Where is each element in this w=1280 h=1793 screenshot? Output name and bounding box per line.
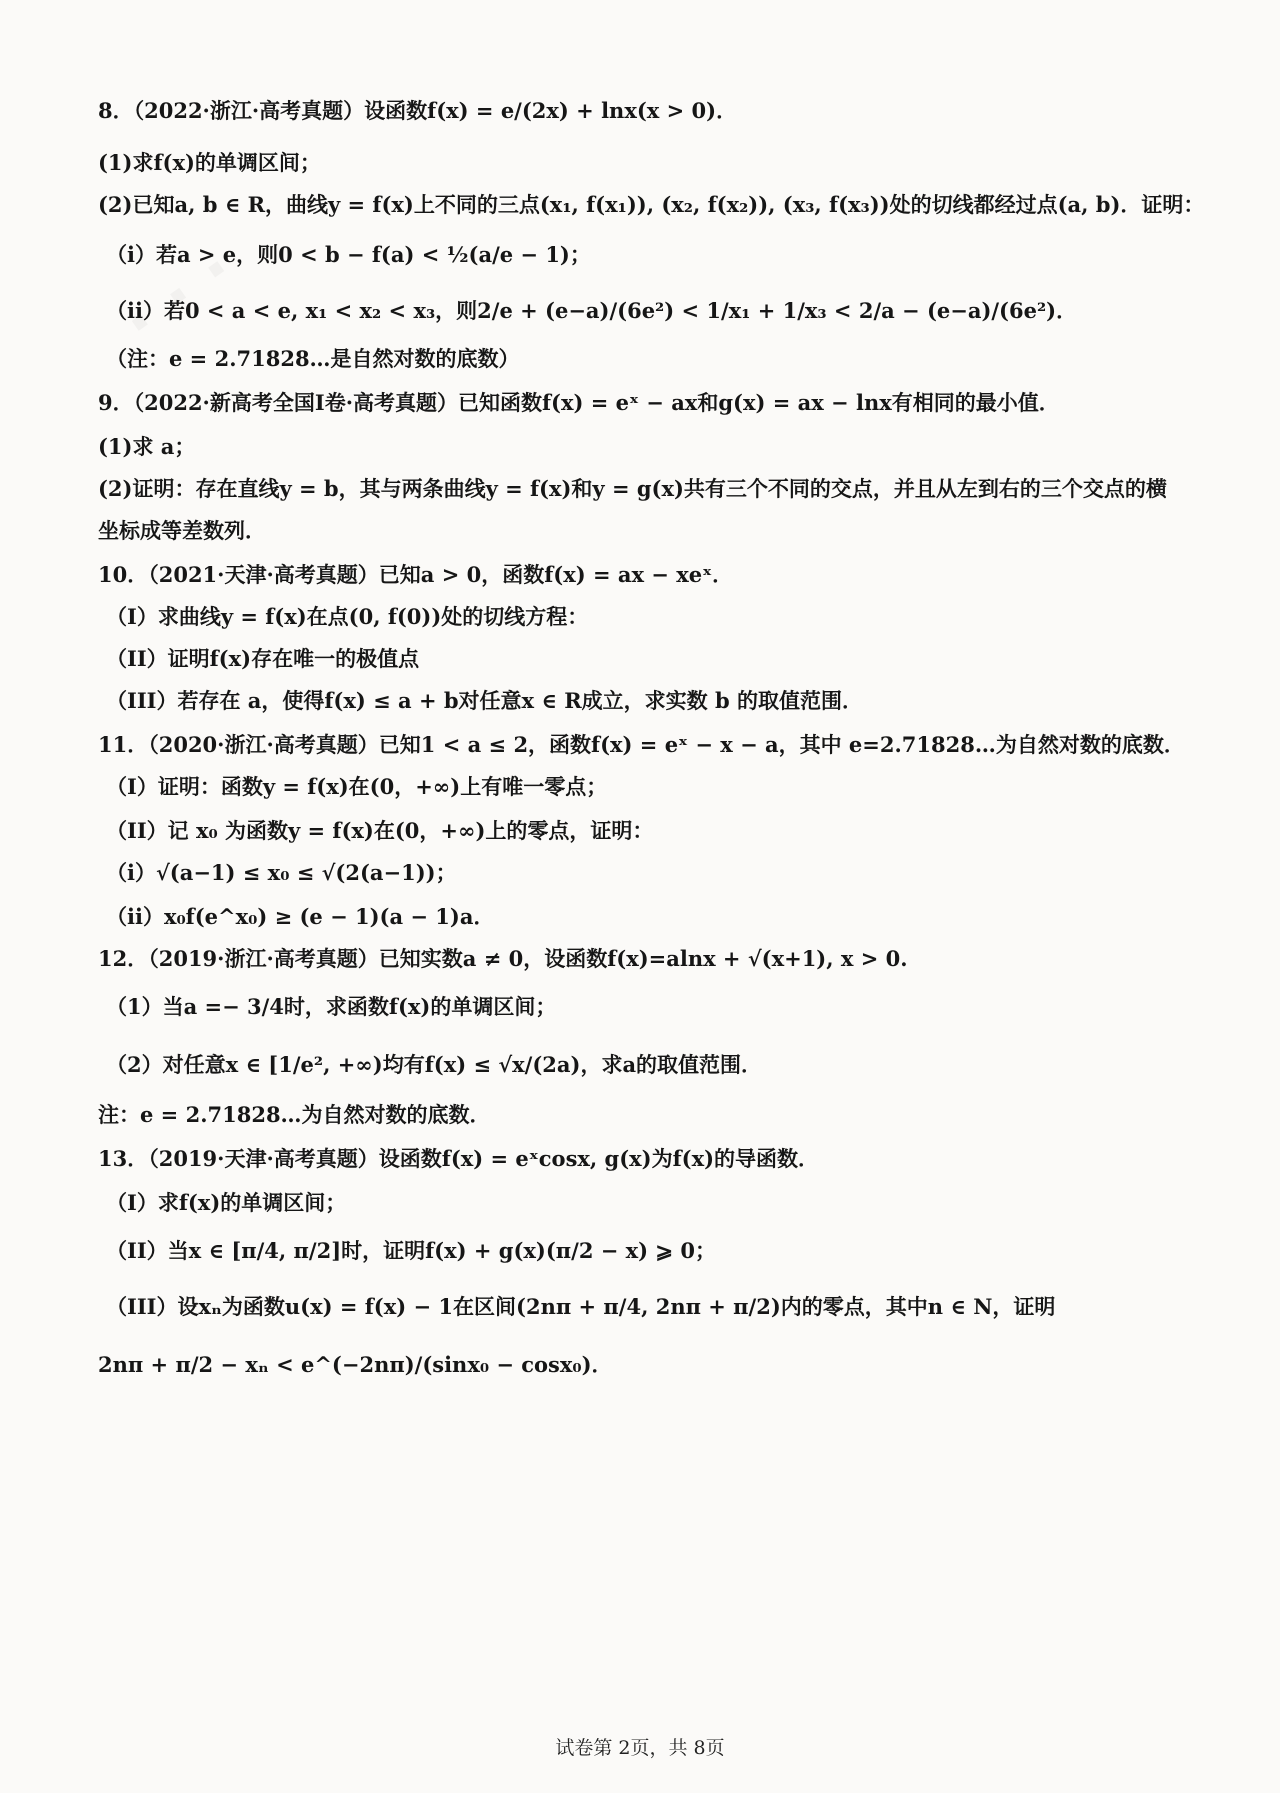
problem-12-statement: 12．（2019·浙江·高考真题）已知实数a ≠ 0，设函数f(x)=alnx + √(x+1), x > 0. <box>98 946 908 971</box>
problem-13-part-3-cont: 2nπ + π/2 − xₙ < e^(−2nπ)/(sinx₀ − cosx₀)． <box>98 1352 613 1377</box>
problem-10-statement: 10．（2021·天津·高考真题）已知a > 0，函数f(x) = ax − xeˣ． <box>98 562 734 587</box>
problem-11-part-1: （I）证明：函数y = f(x)在(0，+∞)上有唯一零点； <box>106 774 608 799</box>
problem-12-part-2: （2）对任意x ∈ [1/e², +∞)均有f(x) ≤ √x/(2a)，求a的取值范围． <box>106 1052 763 1077</box>
problem-13-statement: 13．（2019·天津·高考真题）设函数f(x) = eˣcosx, g(x)为f(x)的导函数． <box>98 1146 820 1171</box>
problem-10-part-1: （I）求曲线y = f(x)在点(0, f(0))处的切线方程： <box>106 604 589 629</box>
problem-8-part-1: (1)求f(x)的单调区间； <box>98 150 321 175</box>
problem-11-part-2-i: （i）√(a−1) ≤ x₀ ≤ √(2(a−1))； <box>106 860 457 885</box>
problem-11-part-2: （II）记 x₀ 为函数y = f(x)在(0，+∞)上的零点，证明： <box>106 818 654 843</box>
problem-8-part-2-ii: （ii）若0 < a < e, x₁ < x₂ < x₃，则2/e + (e−a)/(6e²) < 1/x₁ + 1/x₃ < 2/a − (e−a)/(6e²)． <box>106 298 1078 323</box>
problem-13-part-1: （I）求f(x)的单调区间； <box>106 1190 347 1215</box>
problem-8-part-2-i: （i）若a > e，则0 < b − f(a) < ½(a/e − 1)； <box>106 242 591 267</box>
problem-10-part-2: （II）证明f(x)存在唯一的极值点 <box>106 646 420 671</box>
problem-13-part-2: （II）当x ∈ [π/4, π/2]时，证明f(x) + g(x)(π/2 − x) ⩾ 0； <box>106 1238 716 1263</box>
problem-11-statement: 11．（2020·浙江·高考真题）已知1 < a ≤ 2，函数f(x) = eˣ − x − a，其中 e=2.71828…为自然对数的底数． <box>98 732 1185 757</box>
page-footer: 试卷第 2页，共 8页 <box>555 1737 725 1759</box>
problem-12-note: 注：e = 2.71828…为自然对数的底数． <box>98 1102 491 1127</box>
problem-9-part-2-cont: 坐标成等差数列． <box>98 518 266 543</box>
problem-8-note: （注：e = 2.71828…是自然对数的底数） <box>106 346 520 371</box>
problem-8-part-2: (2)已知a, b ∈ R，曲线y = f(x)上不同的三点(x₁, f(x₁)), (x₂, f(x₂)), (x₃, f(x₃))处的切线都经过点(a, b)．证明： <box>98 192 1205 217</box>
problem-9-part-2: (2)证明：存在直线y = b，其与两条曲线y = f(x)和y = g(x)共有三个不同的交点，并且从左到右的三个交点的横 <box>98 476 1167 501</box>
problem-10-part-3: （III）若存在 a，使得f(x) ≤ a + b对任意x ∈ R成立，求实数 b 的取值范围． <box>106 688 863 713</box>
problem-9-part-1: (1)求 a； <box>98 434 196 459</box>
problem-12-part-1: （1）当a =− 3/4时，求函数f(x)的单调区间； <box>106 994 557 1019</box>
problem-11-part-2-ii: （ii）x₀f(e^x₀) ≥ (e − 1)(a − 1)a． <box>106 904 495 929</box>
problem-9-statement: 9．（2022·新高考全国I卷·高考真题）已知函数f(x) = eˣ − ax和g(x) = ax − lnx有相同的最小值． <box>98 390 1060 415</box>
problem-8-statement: 8．（2022·浙江·高考真题）设函数f(x) = e/(2x) + lnx(x > 0)． <box>98 98 738 123</box>
problem-13-part-3: （III）设xₙ为函数u(x) = f(x) − 1在区间(2nπ + π/4, 2nπ + π/2)内的零点，其中n ∈ N，证明 <box>106 1294 1056 1319</box>
